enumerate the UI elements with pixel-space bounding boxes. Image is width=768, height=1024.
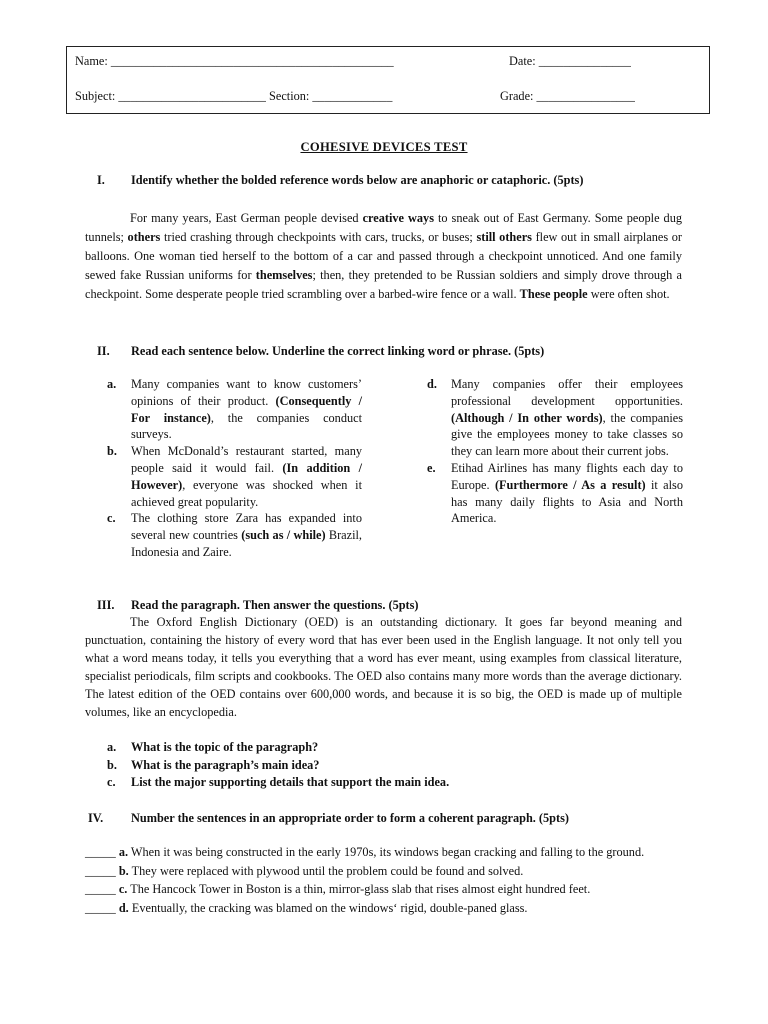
subject-field[interactable] — [75, 88, 392, 105]
text-run: were often shot. — [587, 287, 670, 301]
section-number: II. — [97, 344, 110, 358]
grade-field[interactable] — [500, 88, 635, 105]
question-label: a. — [107, 740, 117, 754]
item-label: a. — [118, 845, 129, 859]
item-label: a. — [107, 377, 117, 391]
item-label: c. — [118, 882, 128, 896]
sentence-text: Eventually, the cracking was blamed on the windows‘ rigid, double-paned glass. — [128, 900, 528, 915]
linking-choice[interactable]: (Although / In other words) — [451, 410, 603, 425]
subject-line: ________________________ — [118, 89, 266, 103]
grade-label: Grade: — [500, 89, 537, 103]
text-run: Brazil, Indonesia and Zaire. — [131, 528, 362, 559]
reference-word: These people — [519, 287, 588, 301]
question-label: b. — [107, 757, 117, 772]
section-4-heading — [88, 810, 569, 827]
date-field[interactable] — [509, 53, 631, 70]
question-text: What is the topic of the paragraph? — [131, 740, 319, 754]
item-label: b. — [107, 444, 117, 459]
section-3-paragraph: The Oxford English Dictionary (OED) is an outstanding dictionary. It goes far beyond meaning and punctuation, containing the history of every word that has ever been used in the English language. It not only tell you what a word means today, it tells you everything that a word has ever meant, using examples from classical literature, specialist periodicals, film scripts and cookbooks. The OED also contains many more words than the average dictionary. The latest edition of the OED contains over 600,000 words, and because it is so big, the OED is made up of multiple volumes, like an encyclopedia. — [85, 615, 682, 719]
item-label: d. — [118, 900, 129, 915]
student-info-box — [66, 46, 710, 114]
text-run: , the companies give the employees money to take classes so they can learn more about their current jobs. — [451, 410, 683, 459]
date-line: _______________ — [538, 54, 631, 68]
section-instruction: Identify whether the bolded reference words below are anaphoric or cataphoric. (5pts) — [131, 173, 584, 187]
section-2-heading — [97, 343, 544, 360]
reference-word: creative ways — [362, 211, 434, 225]
linking-item — [427, 460, 683, 527]
question-text: List the major supporting details that support the main idea. — [131, 775, 450, 789]
ordering-item — [85, 899, 682, 918]
text-run: Many companies want to know customers’ opinions of their product. — [131, 377, 362, 408]
reference-word: themselves — [255, 268, 313, 282]
text-run: For many years, East German people devised — [130, 211, 363, 225]
item-label: d. — [427, 377, 437, 391]
linking-choice[interactable]: (Furthermore / As a result) — [494, 477, 646, 492]
linking-item — [107, 443, 362, 510]
text-run: The clothing store Zara has expanded into several new countries — [131, 511, 362, 543]
text-run: flew out in small airplanes or balloons. One woman tied herself to the bottom of a car and passed through a checkpoint unnoticed. And one family sewed fake Russian uniforms for — [85, 230, 682, 282]
section-1-heading — [97, 172, 583, 189]
linking-items-left-column — [107, 376, 362, 561]
section-instruction: Read each sentence below. Underline the correct linking word or phrase. (5pts) — [131, 344, 545, 358]
section-number: IV. — [88, 811, 104, 825]
linking-item — [427, 376, 683, 460]
subject-label: Subject: — [75, 89, 119, 103]
name-label: Name: — [75, 54, 111, 68]
order-blank[interactable]: _____ — [85, 882, 119, 896]
text-run: ; then, they pretended to be Russian soldiers and simply drove through a checkpoint. Some desperate people tried scrambling over a barbed-wire fence or a wall. — [85, 268, 682, 301]
section-number: III. — [97, 598, 115, 612]
section-number: I. — [97, 173, 105, 187]
linking-item — [107, 376, 362, 443]
question-text: What is the paragraph’s main idea? — [131, 757, 320, 772]
section-1-paragraph — [85, 209, 682, 304]
sentence-text: The Hancock Tower in Boston is a thin, mirror-glass slab that rises almost eight hundred feet. — [127, 882, 591, 896]
item-label: c. — [107, 511, 116, 526]
item-label: b. — [118, 863, 129, 878]
grade-line: ________________ — [536, 89, 635, 103]
sentence-text: When it was being constructed in the early 1970s, its windows began cracking and falling to the ground. — [128, 845, 645, 859]
item-label: e. — [427, 460, 436, 475]
name-field[interactable] — [75, 53, 394, 70]
section-label: Section: — [265, 89, 313, 103]
text-run: Many companies offer their employees professional development opportunities. — [451, 377, 683, 408]
text-run: it also has many daily flights to Asia and North America. — [451, 477, 683, 526]
text-run: , the companies conduct surveys. — [131, 410, 362, 442]
text-run: When McDonald’s restaurant started, many people said it would fail. — [131, 444, 362, 475]
question-item — [107, 739, 449, 757]
linking-choice[interactable]: (Consequently / For instance) — [131, 393, 362, 425]
order-blank[interactable]: _____ — [85, 845, 119, 859]
order-blank[interactable]: _____ — [85, 863, 119, 878]
section-line: _____________ — [312, 89, 393, 103]
order-blank[interactable]: _____ — [85, 900, 119, 915]
ordering-item — [85, 862, 682, 881]
question-item — [107, 774, 449, 792]
name-line: ______________________________________________ — [110, 54, 394, 68]
section-instruction: Read the paragraph. Then answer the questions. (5pts) — [131, 598, 419, 612]
text-run: to sneak out of East Germany. Some people dug tunnels; — [85, 211, 682, 244]
page-title: COHESIVE DEVICES TEST — [300, 140, 468, 154]
reference-word: others — [127, 230, 161, 244]
ordering-list — [85, 843, 682, 917]
ordering-item — [85, 843, 682, 862]
question-label: c. — [107, 775, 116, 789]
linking-choice[interactable]: (In addition / However) — [131, 460, 362, 492]
linking-choice[interactable]: (such as / while) — [241, 528, 326, 543]
linking-items-right-column — [427, 376, 683, 527]
question-item — [107, 757, 449, 775]
question-list — [107, 739, 449, 792]
reference-word: still others — [476, 230, 532, 244]
section-3-heading — [97, 597, 419, 614]
date-label: Date: — [509, 54, 539, 68]
text-run: , everyone was shocked when it achieved great popularity. — [131, 477, 362, 509]
linking-item — [107, 510, 362, 560]
section-instruction: Number the sentences in an appropriate order to form a coherent paragraph. (5pts) — [131, 811, 569, 825]
text-run: tried crashing through checkpoints with cars, trucks, or buses; — [160, 230, 477, 244]
ordering-item — [85, 880, 682, 899]
sentence-text: They were replaced with plywood until the problem could be found and solved. — [128, 863, 524, 878]
text-run: Etihad Airlines has many flights each day to Europe. — [451, 460, 683, 492]
